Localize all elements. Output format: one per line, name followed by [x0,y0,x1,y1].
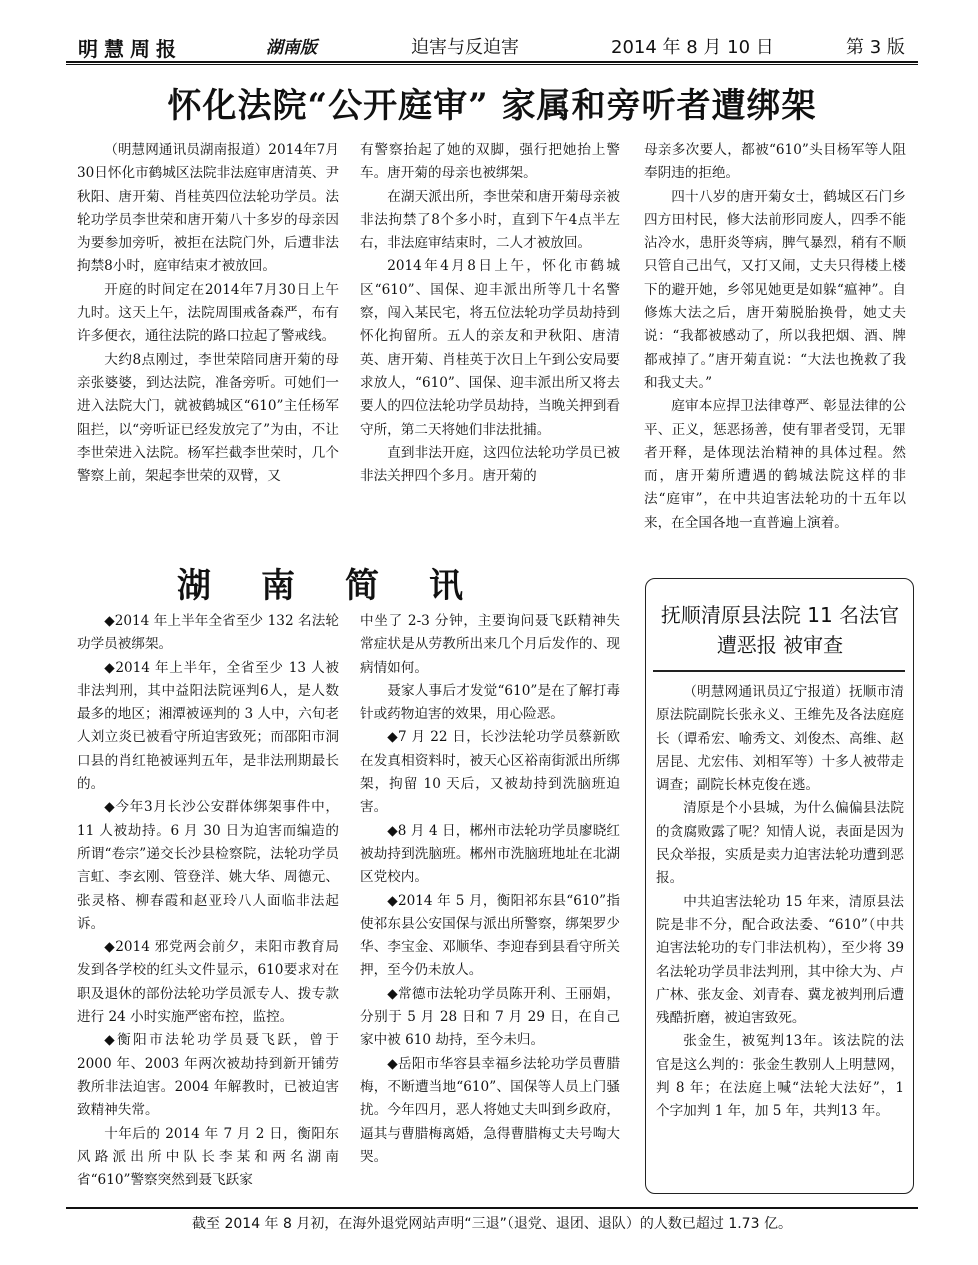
paragraph: 四十八岁的唐开菊女士，鹤城区石门乡四方田村民，修大法前形同废人，四季不能沾冷水，患肝炎等病，脾气暴烈，稍有不顺只管自己出气，又打又闹，丈夫只得楼上楼下的避开她，乡邻见她更是如躲“瘟神”。自修炼大法之后，唐开菊脱胎换骨，她丈夫说：“我都被感动了，所以我把烟、酒、牌都戒掉了。”唐开菊直说：“大法也挽救了我和我丈夫。” [644,188,906,391]
sidebar-title-line-2: 遭恶报 被审查 [716,633,844,657]
paragraph: 直到非法开庭，这四位法轮功学员已被非法关押四个多月。唐开菊的 [360,444,620,485]
issue-date: 2014 年 8 月 10 日 [611,37,774,58]
news-item: ◆常德市法轮功学员陈开利、王丽娟，分别于 5 月 28 日和 7 月 29 日，在自己家中被 610 劫持，至今未归。 [360,985,620,1049]
headline: 怀化法院“公开庭审” 家属和旁听者遭绑架 [167,86,817,126]
article-column-1 [77,139,339,488]
paragraph: 清原是个小县城，为什么偏偏县法院的贪腐败露了呢？知情人说，表面是因为民众举报，实质是卖力迫害法轮功遭到恶报。 [656,800,904,887]
sidebar-body [656,681,904,1124]
sidebar-title-line-1: 抚顺清原县法院 11 名法官 [660,603,900,627]
sidebar-title [645,600,915,660]
brief-column-1 [77,610,339,1192]
paper-name: 明慧周报 [78,37,182,61]
news-item: ◆2014 年上半年全省至少 132 名法轮功学员被绑架。 [77,613,339,653]
brief-column-2 [360,610,620,1169]
news-item: ◆7 月 22 日，长沙法轮功学员蔡新欧在发真相资料时，被天心区裕南街派出所绑架，拘留 10 天后，又被劫持到洗脑班迫害。 [360,729,620,816]
paragraph: （明慧网通讯员湖南报道）2014年7月30日怀化市鹤城区法院非法庭审唐清英、尹秋阳、唐开菊、肖桂英四位法轮功学员。法轮功学员李世荣和唐开菊八十多岁的母亲因为要参加旁听，被拒在法院门外，后遭非法拘禁8小时，庭审结束才被放回。 [77,142,339,275]
paragraph: （明慧网通讯员辽宁报道）抚顺市清原法院副院长张永义、王维先及各法庭庭长（谭希宏、喻秀文、刘俊杰、高维、赵居昆、尤宏伟、刘相军等）十多人被带走调查；副院长林克俊在逃。 [656,684,904,794]
paragraph: 庭审本应捍卫法律尊严、彰显法律的公平、正义，惩恶扬善，使有罪者受罚，无罪者开释，是体现法治精神的具体过程。然而，唐开菊所遭遇的鹤城法院这样的非法“庭审”，在中共迫害法轮功的十五年以来，在全国各地一直普遍上演着。 [644,398,906,531]
news-item: ◆今年3月长沙公安群体绑架事件中，11 人被劫持。6 月 30 日为迫害而编造的所谓“卷宗”递交长沙县检察院，法轮功学员言虹、李玄刚、管登洋、姚大华、周德元、张灵格、柳春霞和赵亚玲八人面临非法起诉。 [77,799,339,932]
paragraph: 有警察抬起了她的双脚，强行把她抬上警车。唐开菊的母亲也被绑架。 [360,142,620,182]
edition-name: 湖南版 [266,38,317,58]
article-column-3 [644,139,906,535]
news-item: ◆2014 年 5 月，衡阳祁东县“610”指使祁东县公安国保与派出所警察，绑架罗少华、李宝金、邓顺华、李迎春到县看守所关押，至今仍未放人。 [360,892,620,979]
news-item: 聂家人事后才发觉“610”是在了解打毒针或药物迫害的效果，用心险恶。 [360,682,620,723]
news-item: ◆8 月 4 日，郴州市法轮功学员廖晓红被劫持到洗脑班。郴州市洗脑班地址在北湖区党校内。 [360,822,620,886]
news-item: 中坐了 2-3 分钟，主要询问聂飞跃精神失常症状是从劳教所出来几个月后发作的、现病情如何。 [360,613,620,676]
paragraph: 开庭的时间定在2014年7月30日上午九时。这天上午，法院周围戒备森严，布有许多便衣，通往法院的路口拉起了警戒线。 [77,281,339,345]
paragraph: 母亲多次要人，都被“610”头目杨军等人阻奉阴违的拒绝。 [644,142,906,182]
header-rule-thin [66,64,918,65]
news-item: ◆2014 邪党两会前夕，耒阳市教育局发到各学校的红头文件显示，610要求对在职及退休的部份法轮功学员派专人、拨专款进行 24 小时实施严密布控，监控。 [77,939,339,1026]
paragraph: 2014年4月8日上午，怀化市鹤城区“610”、国保、迎丰派出所等几十名警察，闯入某民宅，将五位法轮功学员劫持到怀化拘留所。五人的亲友和尹秋阳、唐清英、唐开菊、肖桂英于次日上午到公安局要求放人，“610”、国保、迎丰派出所又将去要人的四位法轮功学员劫持，当晚关押到看守所，第二天将她们非法批捕。 [360,258,620,438]
section-name: 迫害与反迫害 [411,37,519,58]
brief-section-title: 湖南简讯 [177,566,513,606]
paragraph: 在湖天派出所，李世荣和唐开菊母亲被非法拘禁了8个多小时，直到下午4点半左右，非法庭审结束时，二人才被放回。 [360,188,620,252]
paragraph: 中共迫害法轮功 15 年来，清原县法院是非不分，配合政法委、“610”（中共迫害法轮功的专门非法机构），至少将 39 名法轮功学员非法判刑，其中徐大为、卢广林、张友金、刘青春、冀龙被判刑后遭残酷折磨，被迫害致死。 [656,893,904,1027]
page-number: 第 3 版 [846,37,905,58]
news-item: ◆衡阳市法轮功学员聂飞跃，曾于 2000 年、2003 年两次被劫持到新开铺劳教所非法迫害。2004 年解教时，已被迫害致精神失常。 [77,1032,339,1119]
footer-rule [66,1207,918,1209]
article-column-2 [360,139,620,488]
news-item: ◆岳阳市华容县幸福乡法轮功学员曹腊梅，不断遭当地“610”、国保等人员上门骚扰。今年四月，恶人将她丈夫叫到乡政府，逼其与曹腊梅离婚，急得曹腊梅丈夫号啕大哭。 [360,1055,620,1165]
news-item: 十年后的 2014 年 7 月 2 日，衡阳东风路派出所中队长李某和两名湖南省“610”警察突然到聂飞跃家 [77,1125,339,1189]
news-item: ◆2014 年上半年，全省至少 13 人被非法判刑，其中益阳法院诬判6人，是人数最多的地区；湘潭被诬判的 3 人中，六旬老人刘立炎已被看守所迫害致死；而邵阳市洞口县的肖红艳被诬判五年，是非法刑期最长的。 [77,659,339,793]
paragraph: 大约8点刚过，李世荣陪同唐开菊的母亲张婆婆，到达法院，准备旁听。可她们一进入法院大门，就被鹤城区“610”主任杨军阻拦，以“旁听证已经发放完了”为由，不让李世荣进入法院。杨军拦截李世荣时，几个警察上前，架起李世荣的双臂，又 [77,351,339,485]
footer-note: 截至 2014 年 8 月初，在海外退党网站声明“三退”（退党、退团、退队）的人数已超过 1.73 亿。 [192,1216,792,1232]
masthead [66,30,916,64]
paragraph: 张金生，被冤判13年。该法院的法官是这么判的：张金生教别人上明慧网，判 8 年；在法庭上喊“法轮大法好”，1 个字加判 1 年，加 5 年，共判13 年。 [656,1033,904,1120]
header-rule [66,61,918,63]
sidebar-rule [653,670,905,672]
